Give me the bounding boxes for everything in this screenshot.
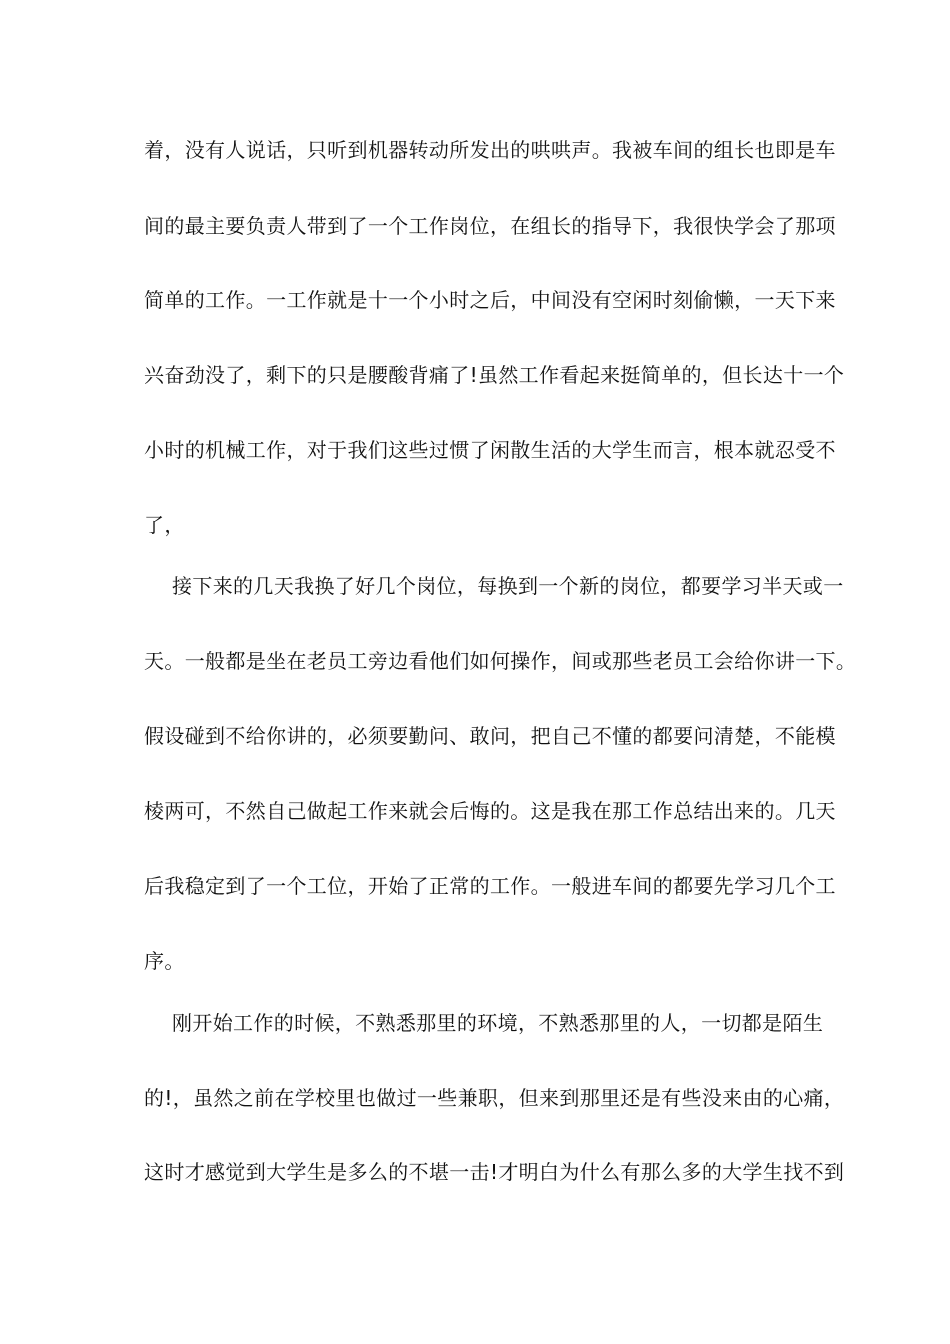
paragraph-first-line: 接下来的几天我换了好几个岗位，每换到一个新的岗位，都要学习半天或一 xyxy=(172,574,844,598)
text-line: 简单的工作。一工作就是十一个小时之后，中间没有空闲时刻偷懒，一天下来 xyxy=(144,288,836,312)
text-line: 着，没有人说话，只听到机器转动所发出的哄哄声。我被车间的组长也即是车 xyxy=(144,138,836,162)
text-line: 间的最主要负责人带到了一个工作岗位，在组长的指导下，我很快学会了那项 xyxy=(144,214,836,238)
text-line: 兴奋劲没了，剩下的只是腰酸背痛了!虽然工作看起来挺简单的，但长达十一个 xyxy=(144,363,845,387)
paragraph-first-line: 刚开始工作的时候，不熟悉那里的环境，不熟悉那里的人，一切都是陌生 xyxy=(172,1011,824,1035)
text-line: 的!，虽然之前在学校里也做过一些兼职，但来到那里还是有些没来由的心痛， xyxy=(144,1086,845,1110)
text-line: 棱两可，不然自己做起工作来就会后悔的。这是我在那工作总结出来的。几天 xyxy=(144,799,836,823)
text-line: 这时才感觉到大学生是多么的不堪一击!才明白为什么有那么多的大学生找不到 xyxy=(144,1160,845,1184)
text-line: 序。 xyxy=(144,949,185,973)
text-line: 了， xyxy=(144,513,185,537)
text-line: 后我稳定到了一个工位，开始了正常的工作。一般进车间的都要先学习几个工 xyxy=(144,874,836,898)
text-line: 小时的机械工作，对于我们这些过惯了闲散生活的大学生而言，根本就忍受不 xyxy=(144,438,836,462)
text-line: 天。一般都是坐在老员工旁边看他们如何操作，间或那些老员工会给你讲一下。 xyxy=(144,649,857,673)
text-line: 假设碰到不给你讲的，必须要勤问、敢问，把自己不懂的都要问清楚，不能模 xyxy=(144,724,836,748)
